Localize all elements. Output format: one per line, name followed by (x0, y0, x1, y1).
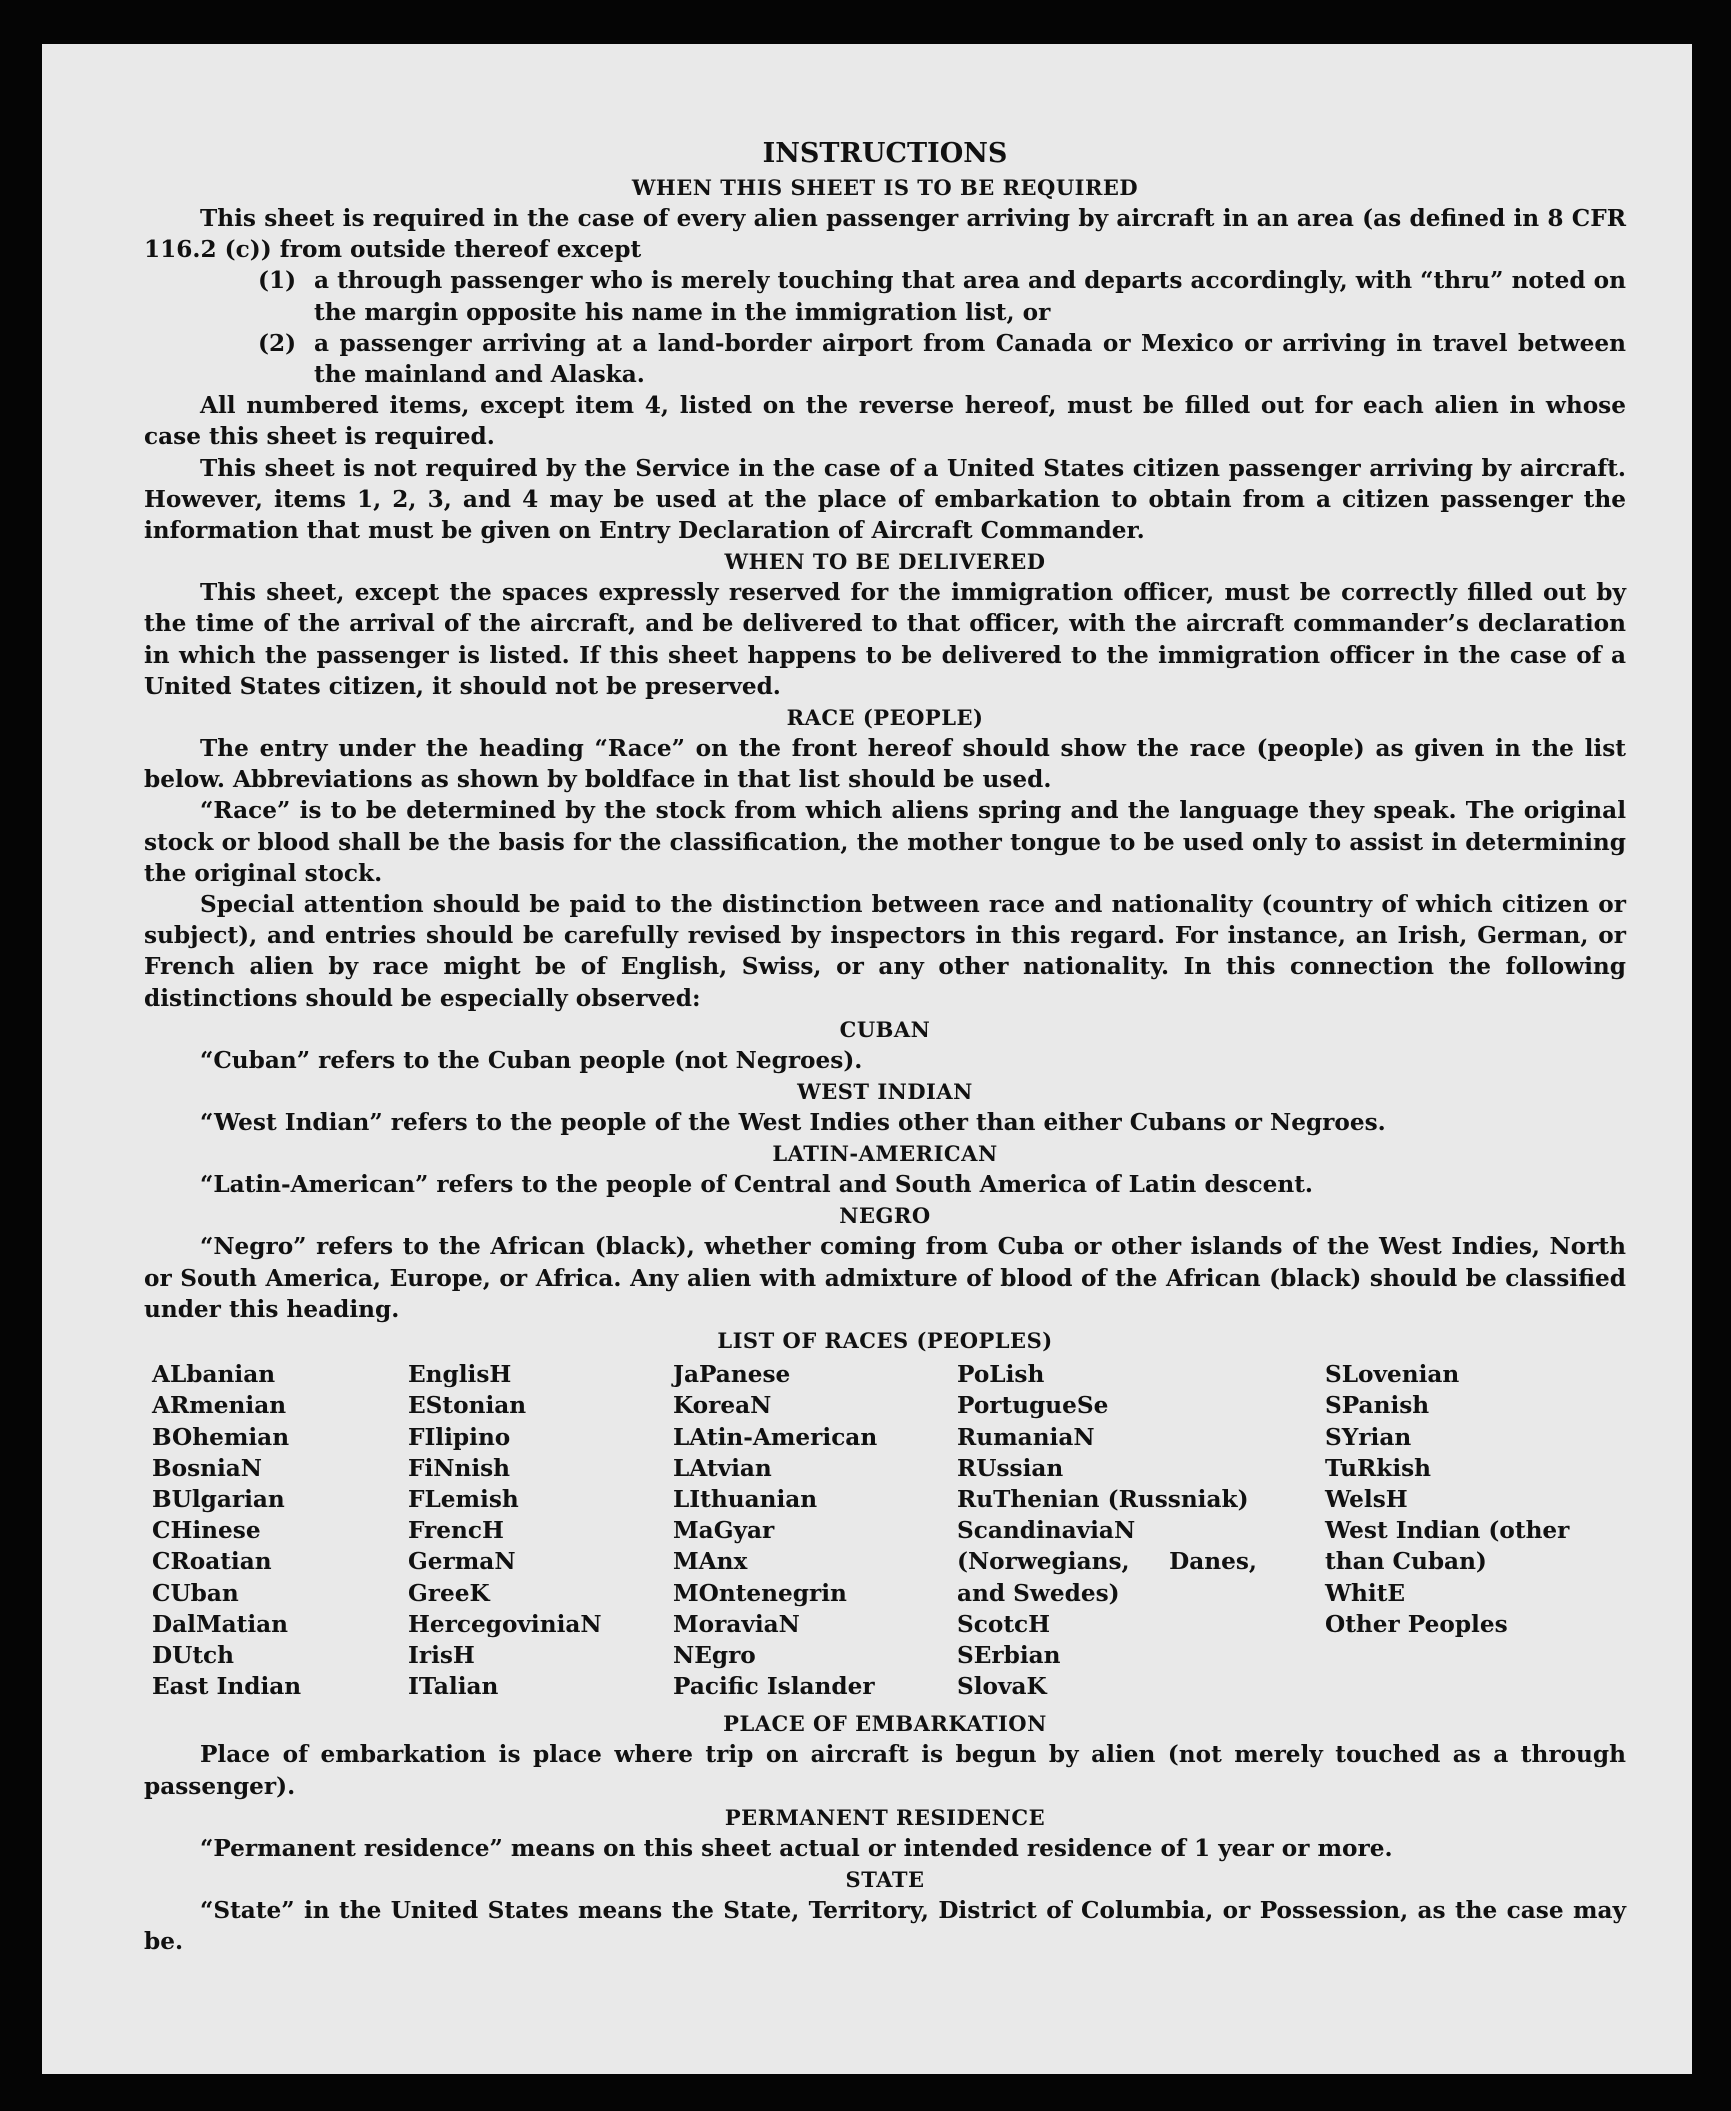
race-entry: RUssian (957, 1454, 1064, 1482)
document-sheet (42, 44, 1692, 2074)
race-entry: CUban (152, 1579, 239, 1607)
required-intro: This sheet is required in the case of every alien passenger arriving by aircraft in an area (as defined in 8 CFR 116.2 (c)) from outside thereof except (144, 205, 1626, 264)
heading-permanent-residence: PERMANENT RESIDENCE (724, 1804, 1046, 1830)
race-entry: MoraviaN (673, 1610, 800, 1638)
item-text: a through passenger who is merely touching that area and departs accordingly, with “thru” noted on the margin opposite his name in the immigration list, or (314, 267, 1626, 326)
latin-american-text: “Latin-American” refers to the people of Central and South America of Latin descent. (200, 1171, 1313, 1199)
race-entry: ScotcH (957, 1610, 1051, 1638)
races-column-4 (957, 1359, 1257, 1702)
races-column-5 (1325, 1359, 1590, 1702)
required-paragraph-2: All numbered items, except item 4, listed on the reverse hereof, must be filled out for each alien in whose case this sheet is required. (144, 392, 1626, 451)
race-entry: FIlipino (408, 1423, 511, 1451)
item-number: (1) (258, 267, 297, 295)
heading-required: WHEN THIS SHEET IS TO BE REQUIRED (631, 175, 1139, 200)
race-entry: Pacific Islander (673, 1673, 875, 1701)
race-entry: LIthuanian (673, 1485, 818, 1513)
heading-state: STATE (845, 1866, 925, 1892)
residence-text: “Permanent residence” means on this sheet actual or intended residence of 1 year or more. (200, 1834, 1393, 1862)
race-entry: ALbanian (152, 1361, 276, 1389)
races-column-3 (673, 1359, 957, 1702)
exception-item-1 (144, 265, 1626, 327)
race-entry: WelsH (1325, 1485, 1408, 1513)
negro-text: “Negro” refers to the African (black), whether coming from Cuba or other islands of the West Indies, North or South America, Europe, or Africa. Any alien with admixture of blood of the African (black) should be classified under this heading. (144, 1233, 1626, 1323)
race-entry: FiNnish (408, 1454, 511, 1482)
race-entry: CRoatian (152, 1548, 272, 1576)
heading-cuban: CUBAN (839, 1016, 931, 1042)
race-entry: FLemish (408, 1485, 519, 1513)
race-entry: RumaniaN (957, 1423, 1095, 1451)
race-entry: FrencH (408, 1517, 504, 1545)
race-entry: TuRkish (1325, 1454, 1432, 1482)
heading-negro: NEGRO (839, 1203, 931, 1229)
race-entry: SlovaK (957, 1673, 1047, 1701)
race-entry: EStonian (408, 1392, 527, 1420)
heading-list-of-races: LIST OF RACES (PEOPLES) (717, 1328, 1053, 1354)
race-entry: KoreaN (673, 1392, 772, 1420)
cuban-text: “Cuban” refers to the Cuban people (not Negroes). (200, 1046, 863, 1074)
item-text: a passenger arriving at a land-border airport from Canada or Mexico or arriving in travel between the mainland and Alaska. (314, 329, 1626, 389)
page-title: INSTRUCTIONS (762, 138, 1008, 169)
race-entry: HercegoviniaN (408, 1610, 602, 1638)
race-entry: ARmenian (152, 1392, 287, 1420)
race-entry: PoLish (957, 1361, 1045, 1389)
race-entry: Other Peoples (1325, 1610, 1508, 1638)
race-entry: WhitE (1325, 1579, 1406, 1607)
race-entry: MaGyar (673, 1517, 775, 1545)
heading-latin-american: LATIN-AMERICAN (772, 1141, 998, 1167)
heading-embarkation: PLACE OF EMBARKATION (723, 1711, 1047, 1737)
race-entry: CHinese (152, 1517, 261, 1545)
race-entry: DalMatian (152, 1610, 289, 1638)
state-text: “State” in the United States means the State, Territory, District of Columbia, or Possession, as the case may be. (144, 1896, 1626, 1956)
delivered-paragraph: This sheet, except the spaces expressly reserved for the immigration officer, must be correctly filled out by the time of the arrival of the aircraft, and be delivered to that officer, with the aircraft commander’s declaration in which the passenger is listed. If this sheet happens to be delivered to the immigration officer in the case of a United States citizen, it should not be preserved. (144, 579, 1626, 700)
heading-delivered: WHEN TO BE DELIVERED (724, 549, 1046, 575)
embarkation-text: Place of embarkation is place where trip on aircraft is begun by alien (not merely touched as a through passenger). (144, 1741, 1626, 1800)
race-entry: RuThenian (Russniak) (957, 1485, 1249, 1513)
race-entry: EnglisH (408, 1361, 512, 1389)
race-entry: DUtch (152, 1641, 235, 1669)
race-entry: GermaN (408, 1548, 516, 1576)
race-entry: BOhemian (152, 1423, 290, 1451)
race-entry: BUlgarian (152, 1485, 285, 1513)
races-column-2 (408, 1359, 673, 1702)
race-entry: JaPanese (673, 1361, 791, 1389)
race-entry: MAnx (673, 1548, 748, 1576)
race-entry: East Indian (152, 1673, 302, 1701)
race-entry: PortugueSe (957, 1392, 1109, 1420)
race-entry: MOntenegrin (673, 1579, 847, 1607)
race-paragraph-3: Special attention should be paid to the distinction between race and nationality (country of which citizen or subject), and entries should be carefully revised by inspectors in this regard. For instance, an Irish, German, or French alien by race might be of English, Swiss, or any other nationality. In this connection the following distinctions should be especially observed: (144, 891, 1626, 1012)
heading-west-indian: WEST INDIAN (797, 1079, 973, 1105)
race-entry: BosniaN (152, 1454, 263, 1482)
race-entry: SYrian (1325, 1423, 1412, 1451)
race-entry: SLovenian (1325, 1361, 1460, 1389)
item-number: (2) (258, 329, 297, 357)
instructions-page (144, 132, 1626, 1957)
race-entry: GreeK (408, 1579, 490, 1607)
race-paragraph-2: “Race” is to be determined by the stock from which aliens spring and the language they speak. The original stock or blood shall be the basis for the classification, the mother tongue to be used only to assist in determining the original stock. (144, 797, 1626, 887)
race-entry: ITalian (408, 1673, 499, 1701)
exception-item-2 (144, 328, 1626, 390)
races-column-1 (152, 1359, 408, 1702)
race-paragraph-1: The entry under the heading “Race” on the front hereof should show the race (people) as given in the list below. Abbreviations as shown by boldface in that list should be used. (144, 735, 1626, 794)
race-entry: ScandinaviaN (Norwegians, Danes, and Swedes) (957, 1517, 1257, 1607)
required-paragraph-3: This sheet is not required by the Service in the case of a United States citizen passenger arriving by aircraft. However, items 1, 2, 3, and 4 may be used at the place of embarkation to obtain from a citizen passenger the information that must be given on Entry Declaration of Aircraft Commander. (144, 454, 1626, 545)
race-entry: West Indian (other than Cuban) (1325, 1517, 1570, 1576)
west-indian-text: “West Indian” refers to the people of the West Indies other than either Cubans or Negroes. (200, 1109, 1386, 1137)
race-entry: SPanish (1325, 1392, 1430, 1420)
race-entry: IrisH (408, 1641, 475, 1669)
race-entry: SErbian (957, 1641, 1061, 1669)
race-entry: LAtvian (673, 1454, 772, 1482)
races-list (152, 1359, 1626, 1702)
race-entry: NEgro (673, 1641, 756, 1669)
heading-race: RACE (PEOPLE) (786, 705, 984, 731)
race-entry: LAtin-American (673, 1423, 878, 1451)
